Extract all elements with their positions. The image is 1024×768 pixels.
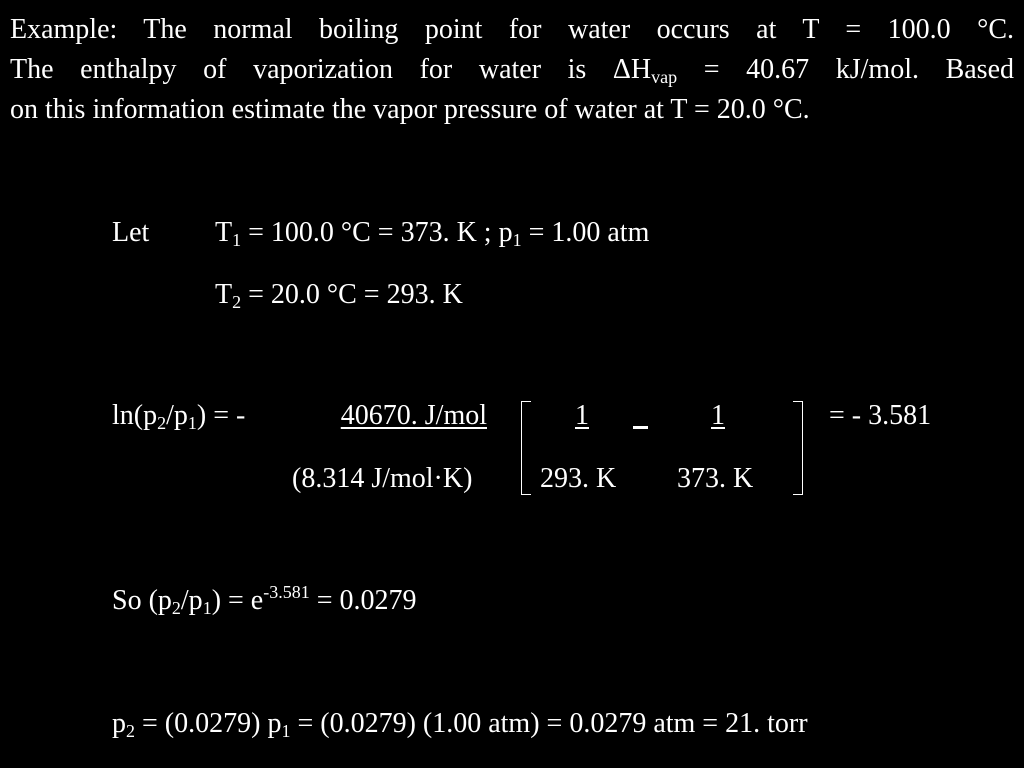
exponent-superscript: -3.581 [263, 582, 310, 602]
fraction-2-numerator: 1 [711, 400, 725, 431]
t2-subscript: 2 [232, 292, 242, 312]
fraction-1-numerator: 1 [575, 400, 589, 431]
p1-subscript: 1 [281, 721, 291, 741]
p1-value: = 1.00 atm [521, 217, 650, 248]
p2-subscript: 2 [171, 598, 181, 618]
equation-lhs [112, 400, 245, 432]
ln-open: ln(p [112, 400, 158, 431]
enthalpy-numerator: 40670. J/mol [340, 400, 487, 431]
final-result: = (0.0279) (1.00 atm) = 0.0279 atm = 21. torr [290, 708, 808, 739]
t1-symbol: T [215, 217, 233, 248]
right-bracket [793, 401, 803, 495]
fraction-1-denominator: 293. K [540, 463, 617, 494]
equation-result: = - 3.581 [829, 400, 932, 431]
given-t1-p1 [215, 217, 649, 249]
p1-subscript: 1 [512, 230, 522, 250]
gas-constant-denominator: (8.314 J/mol·K) [292, 463, 473, 494]
t1-conversion: = 100.0 °C = 373. K ; p [241, 217, 513, 248]
final-mid: = (0.0279) p [135, 708, 282, 739]
t1-subscript: 1 [232, 230, 242, 250]
p2-subscript: 2 [126, 721, 135, 741]
left-bracket [521, 401, 531, 495]
ratio-open: So (p [112, 585, 172, 616]
problem-line-1 [10, 10, 1014, 50]
problem-line-2-text: The enthalpy of vaporization for water is ΔH [10, 54, 652, 85]
ratio-result: = 0.0279 [309, 585, 417, 616]
t2-symbol: T [215, 279, 233, 310]
problem-line-3 [10, 90, 1014, 130]
p2-symbol: p [112, 708, 126, 739]
given-t2 [215, 279, 463, 311]
problem-line-3-text: on this information estimate the vapor pressure of water at T = 20.0 °C. [10, 94, 810, 125]
ratio-divide: /p [180, 585, 203, 616]
p2-subscript: 2 [157, 413, 167, 433]
p1-subscript: 1 [202, 598, 212, 618]
ln-equals: ) = - [196, 400, 246, 431]
final-answer-line [112, 708, 808, 740]
problem-line-2 [10, 50, 1014, 90]
ratio-exp-base: ) = e [211, 585, 264, 616]
t2-conversion: = 20.0 °C = 293. K [241, 279, 463, 310]
ratio-line [112, 582, 417, 618]
minus-sign [633, 426, 648, 429]
p1-subscript: 1 [187, 413, 197, 433]
problem-statement [10, 10, 1014, 130]
vap-subscript: vap [651, 67, 678, 87]
problem-line-2-end: = 40.67 kJ/mol. Based [677, 54, 1015, 85]
fraction-2-denominator: 373. K [677, 463, 754, 494]
ln-divide: /p [166, 400, 188, 431]
problem-line-1-text: Example: The normal boiling point for water occurs at T = 100.0 °C. [10, 14, 1014, 45]
let-label: Let [112, 217, 150, 248]
